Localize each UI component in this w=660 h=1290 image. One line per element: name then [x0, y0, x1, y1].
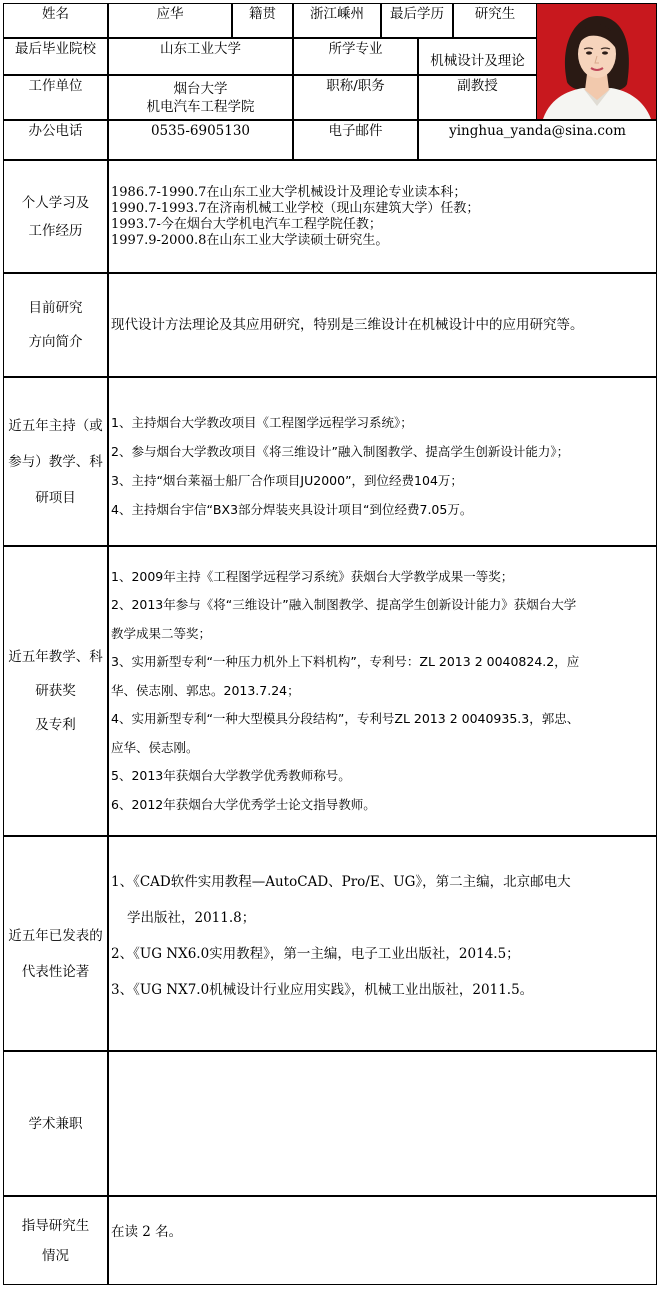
- native-place-value: 浙江嵊州: [293, 3, 381, 38]
- publications-content: [108, 836, 657, 1051]
- projects-label-line3: 研项目: [35, 489, 76, 506]
- projects-content: [108, 377, 657, 546]
- degree-value: 研究生: [453, 3, 537, 38]
- experience-line: 1986.7-1990.7在山东工业大学机械设计及理论专业读本科；: [111, 184, 467, 200]
- publication-line: 2、《UG NX6.0实用教程》，第一主编，电子工业出版社，2014.5；: [111, 946, 520, 962]
- publications-label-line1: 近五年已发表的: [8, 927, 103, 944]
- unit-value-line1: 烟台大学: [173, 80, 228, 97]
- title-label: 职称/职务: [293, 75, 418, 120]
- experience-label-line1: 个人学习及: [21, 194, 90, 211]
- students-label-line2: 情况: [42, 1247, 69, 1264]
- awards-label: [3, 546, 108, 836]
- projects-label-line2: 参与）教学、科: [8, 453, 103, 470]
- major-label: 所学专业: [293, 38, 418, 75]
- award-line: 2、2013年参与《将“三维设计”融入制图教学、提高学生创新设计能力》获烟台大学: [111, 597, 577, 613]
- award-line: 1、2009年主持《工程图学远程学习系统》获烟台大学教学成果一等奖；: [111, 568, 514, 584]
- publication-line: 1、《CAD软件实用教程—AutoCAD、Pro/E、UG》，第二主编，北京邮电大: [111, 874, 571, 890]
- experience-label: [3, 160, 108, 273]
- degree-label: 最后学历: [381, 3, 453, 38]
- major-value: 机械设计及理论: [418, 38, 537, 75]
- award-line: 5、2013年获烟台大学教学优秀教师称号。: [111, 768, 351, 784]
- portrait-photo: [536, 3, 657, 120]
- phone-value: 0535-6905130: [108, 120, 293, 160]
- awards-label-line2: 研获奖: [35, 683, 76, 699]
- students-content: [108, 1196, 657, 1285]
- unit-value: [108, 75, 293, 120]
- publication-line: 学出版社，2011.8；: [127, 910, 256, 926]
- awards-content: [108, 546, 657, 836]
- email-value: yinghua_yanda@sina.com: [418, 120, 657, 160]
- native-place-label: 籍贯: [232, 3, 293, 38]
- portrait-image: [537, 4, 656, 119]
- school-label: 最后毕业院校: [3, 38, 108, 75]
- title-value: 副教授: [418, 75, 537, 120]
- experience-label-line2: 工作经历: [28, 222, 83, 239]
- award-line: 3、实用新型专利“一种压力机外上下料机构”，专利号：ZL 2013 2 0040824.2，应: [111, 654, 580, 670]
- academic-content: [108, 1051, 657, 1196]
- research-label-line2: 方向简介: [28, 334, 83, 350]
- award-line: 4、实用新型专利“一种大型模具分段结构”，专利号ZL 2013 2 0040935.3，郭忠、: [111, 711, 580, 727]
- award-line: 应华、侯志刚。: [111, 739, 199, 755]
- research-label-line1: 目前研究: [28, 300, 83, 316]
- academic-label: 学术兼职: [3, 1051, 108, 1196]
- research-label: [3, 273, 108, 377]
- experience-line: 1993.7-今在烟台大学机电汽车工程学院任教；: [111, 216, 382, 232]
- experience-line: 1997.9-2000.8在山东工业大学读硕士研究生。: [111, 232, 389, 248]
- students-label-line1: 指导研究生: [21, 1217, 90, 1234]
- unit-label: 工作单位: [3, 75, 108, 120]
- name-label: 姓名: [3, 3, 108, 38]
- name-value: 应华: [108, 3, 232, 38]
- project-line: 1、主持烟台大学教改项目《工程图学远程学习系统》；: [111, 414, 413, 430]
- students-text: 在读 2 名。: [111, 1224, 183, 1240]
- resume-table: [3, 3, 657, 1285]
- email-label: 电子邮件: [293, 120, 418, 160]
- awards-label-line1: 近五年教学、科: [8, 649, 103, 665]
- project-line: 4、主持烟台宇信“BX3部分焊装夹具设计项目“到位经费7.05万。: [111, 501, 473, 517]
- research-content: [108, 273, 657, 377]
- award-line: 6、2012年获烟台大学优秀学士论文指导教师。: [111, 796, 376, 812]
- award-line: 教学成果二等奖；: [111, 625, 212, 641]
- awards-label-line3: 及专利: [35, 717, 76, 733]
- experience-line: 1990.7-1993.7在济南机械工业学校（现山东建筑大学）任教；: [111, 200, 480, 216]
- projects-label-line1: 近五年主持（或: [8, 417, 103, 434]
- phone-label: 办公电话: [3, 120, 108, 160]
- publications-label-line2: 代表性论著: [21, 963, 90, 980]
- publication-line: 3、《UG NX7.0机械设计行业应用实践》，机械工业出版社，2011.5。: [111, 982, 534, 998]
- students-label: [3, 1196, 108, 1285]
- publications-label: [3, 836, 108, 1051]
- project-line: 3、主持“烟台莱福士船厂合作项目JU2000”，到位经费104万；: [111, 472, 463, 488]
- project-line: 2、参与烟台大学教改项目《将三维设计”融入制图教学、提高学生创新设计能力》；: [111, 443, 570, 459]
- award-line: 华、侯志刚、郭忠。2013.7.24；: [111, 682, 300, 698]
- unit-value-line2: 机电汽车工程学院: [146, 98, 255, 115]
- research-text: 现代设计方法理论及其应用研究，特别是三维设计在机械设计中的应用研究等。: [111, 317, 584, 333]
- projects-label: [3, 377, 108, 546]
- school-value: 山东工业大学: [108, 38, 293, 75]
- experience-content: [108, 160, 657, 273]
